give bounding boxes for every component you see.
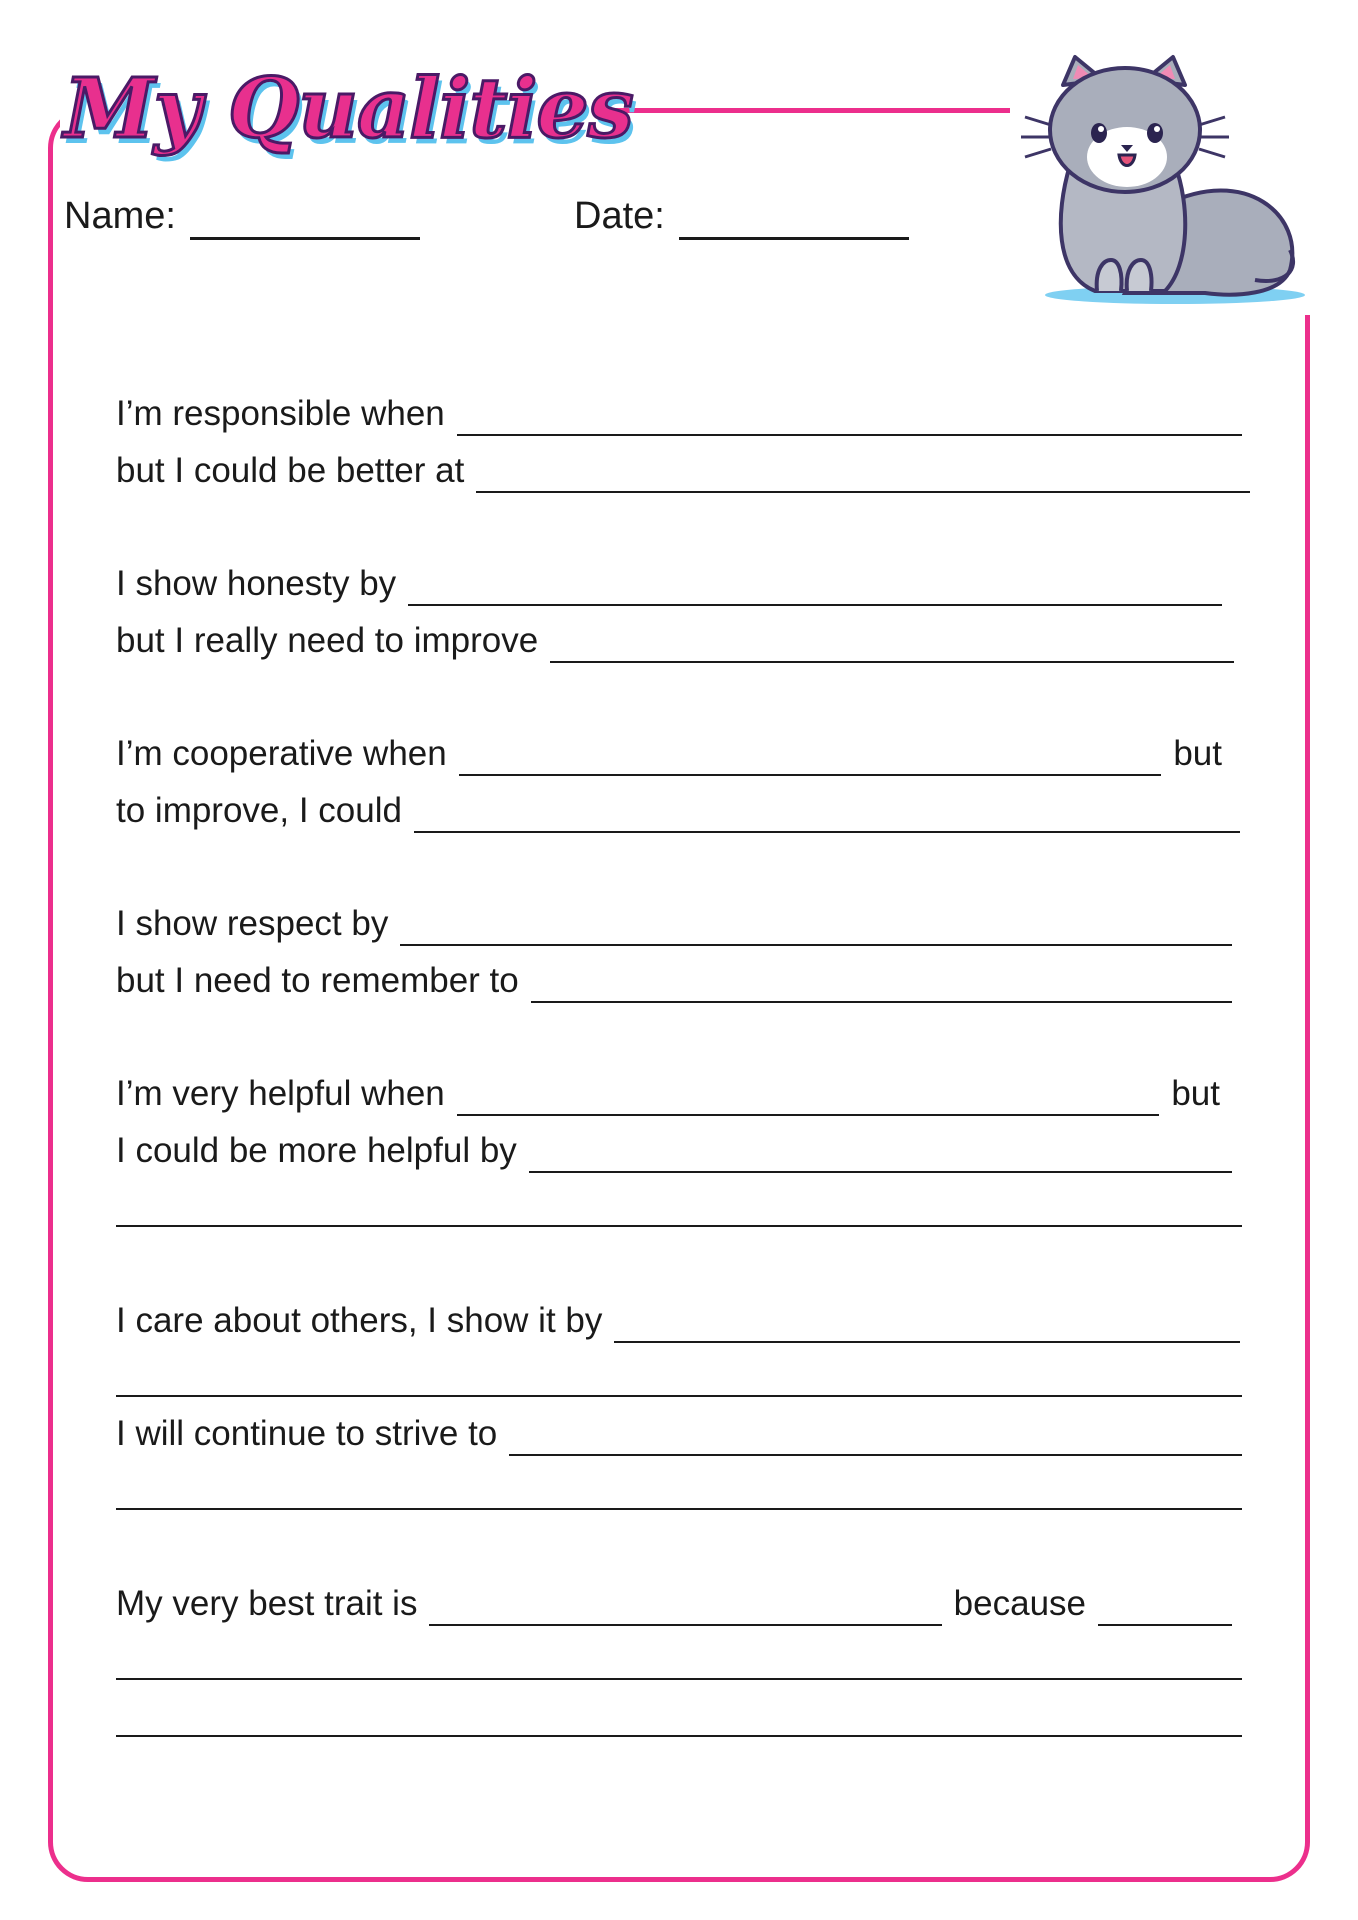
cooperative-blank[interactable] (459, 738, 1162, 776)
helpful-blank[interactable] (457, 1078, 1160, 1116)
helpful-row (116, 1066, 1220, 1116)
strive-extra-line[interactable] (116, 1508, 1242, 1510)
cooperative-row (116, 726, 1222, 776)
more-helpful-row (116, 1123, 1232, 1173)
to-improve-blank[interactable] (414, 795, 1240, 833)
page-title: My Qualities (64, 61, 633, 157)
better-at-blank[interactable] (476, 455, 1250, 493)
name-field (64, 192, 420, 240)
care-extra-line[interactable] (116, 1395, 1242, 1397)
cooperative-prompt: I’m cooperative when (116, 734, 447, 773)
honesty-row (116, 556, 1222, 606)
honesty-prompt: I show honesty by (116, 564, 397, 603)
remember-blank[interactable] (531, 965, 1232, 1003)
strive-prompt: I will continue to strive to (116, 1414, 498, 1453)
date-blank[interactable] (679, 197, 909, 240)
best-trait-row (116, 1576, 1232, 1626)
to-improve-prompt: to improve, I could (116, 791, 402, 830)
best-trait-extra-line-1[interactable] (116, 1678, 1242, 1680)
improve-blank[interactable] (550, 625, 1234, 663)
more-helpful-prompt: I could be more helpful by (116, 1131, 517, 1170)
name-blank[interactable] (190, 197, 420, 240)
remember-row (116, 953, 1232, 1003)
responsible-blank[interactable] (457, 398, 1242, 436)
date-label: Date: (574, 195, 665, 237)
care-prompt: I care about others, I show it by (116, 1301, 603, 1340)
to-improve-row (116, 783, 1240, 833)
because-label: because (953, 1584, 1086, 1623)
because-blank[interactable] (1098, 1588, 1232, 1626)
better-at-row (116, 443, 1250, 493)
best-trait-blank[interactable] (429, 1588, 941, 1626)
responsible-prompt: I’m responsible when (116, 394, 445, 433)
care-blank[interactable] (614, 1305, 1240, 1343)
cooperative-but: but (1173, 734, 1222, 773)
date-field (574, 192, 909, 240)
cat-icon (1015, 45, 1315, 310)
name-label: Name: (64, 195, 176, 237)
responsible-row (116, 386, 1242, 436)
more-helpful-extra-line[interactable] (116, 1225, 1242, 1227)
strive-blank[interactable] (509, 1418, 1242, 1456)
care-row (116, 1293, 1240, 1343)
respect-row (116, 896, 1232, 946)
remember-prompt: but I need to remember to (116, 961, 519, 1000)
best-trait-prompt: My very best trait is (116, 1584, 418, 1623)
best-trait-extra-line-2[interactable] (116, 1735, 1242, 1737)
strive-row (116, 1406, 1242, 1456)
better-at-prompt: but I could be better at (116, 451, 465, 490)
improve-row (116, 613, 1234, 663)
respect-prompt: I show respect by (116, 904, 389, 943)
respect-blank[interactable] (400, 908, 1232, 946)
improve-prompt: but I really need to improve (116, 621, 539, 660)
honesty-blank[interactable] (408, 568, 1222, 606)
more-helpful-blank[interactable] (529, 1135, 1232, 1173)
helpful-prompt: I’m very helpful when (116, 1074, 445, 1113)
helpful-but: but (1171, 1074, 1220, 1113)
